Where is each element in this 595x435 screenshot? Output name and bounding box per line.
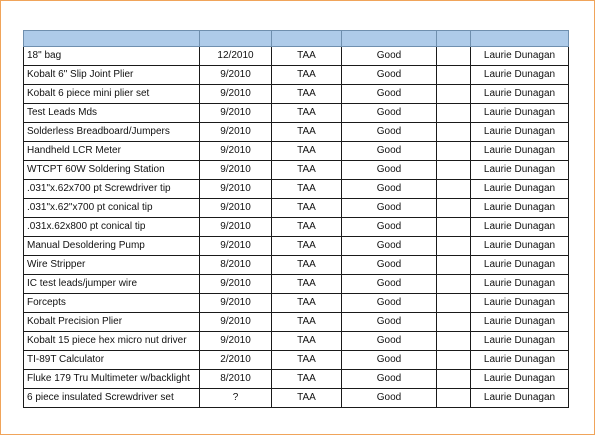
item-name-cell[interactable]: .031"x.62"x700 pt conical tip — [24, 199, 200, 218]
owner-cell[interactable]: Laurie Dunagan — [471, 313, 569, 332]
date-cell[interactable]: 9/2010 — [200, 85, 272, 104]
organization-cell[interactable]: TAA — [272, 256, 342, 275]
organization-cell[interactable]: TAA — [272, 370, 342, 389]
table-row — [24, 85, 569, 104]
date-cell[interactable]: 9/2010 — [200, 313, 272, 332]
item-name-cell[interactable]: .031"x.62x700 pt Screwdriver tip — [24, 180, 200, 199]
owner-cell[interactable]: Laurie Dunagan — [471, 332, 569, 351]
notes-cell[interactable] — [437, 123, 471, 142]
condition-cell[interactable]: Good — [342, 66, 437, 85]
notes-cell[interactable] — [437, 332, 471, 351]
date-cell[interactable]: 9/2010 — [200, 218, 272, 237]
notes-cell[interactable] — [437, 66, 471, 85]
item-name-cell[interactable]: Kobalt 15 piece hex micro nut driver — [24, 332, 200, 351]
owner-cell[interactable]: Laurie Dunagan — [471, 256, 569, 275]
date-cell[interactable]: 12/2010 — [200, 47, 272, 66]
header-cell[interactable] — [437, 31, 471, 47]
condition-cell[interactable]: Good — [342, 161, 437, 180]
table-row — [24, 142, 569, 161]
owner-cell[interactable]: Laurie Dunagan — [471, 85, 569, 104]
table-row — [24, 313, 569, 332]
notes-cell[interactable] — [437, 237, 471, 256]
owner-cell[interactable]: Laurie Dunagan — [471, 123, 569, 142]
organization-cell[interactable]: TAA — [272, 104, 342, 123]
owner-cell[interactable]: Laurie Dunagan — [471, 66, 569, 85]
table-row — [24, 256, 569, 275]
date-cell[interactable]: 9/2010 — [200, 237, 272, 256]
date-cell[interactable]: 9/2010 — [200, 123, 272, 142]
condition-cell[interactable]: Good — [342, 389, 437, 408]
condition-cell[interactable]: Good — [342, 180, 437, 199]
item-name-cell[interactable]: Handheld LCR Meter — [24, 142, 200, 161]
notes-cell[interactable] — [437, 104, 471, 123]
item-name-cell[interactable]: IC test leads/jumper wire — [24, 275, 200, 294]
date-cell[interactable]: 9/2010 — [200, 180, 272, 199]
owner-cell[interactable]: Laurie Dunagan — [471, 142, 569, 161]
date-cell[interactable]: 9/2010 — [200, 142, 272, 161]
item-name-cell[interactable]: Kobalt 6 piece mini plier set — [24, 85, 200, 104]
notes-cell[interactable] — [437, 370, 471, 389]
item-name-cell[interactable]: Wire Stripper — [24, 256, 200, 275]
condition-cell[interactable]: Good — [342, 104, 437, 123]
item-name-cell[interactable]: Forcepts — [24, 294, 200, 313]
notes-cell[interactable] — [437, 256, 471, 275]
item-name-cell[interactable]: 18" bag — [24, 47, 200, 66]
item-name-cell[interactable]: WTCPT 60W Soldering Station — [24, 161, 200, 180]
condition-cell[interactable]: Good — [342, 47, 437, 66]
table-row — [24, 123, 569, 142]
table-row — [24, 161, 569, 180]
notes-cell[interactable] — [437, 47, 471, 66]
notes-cell[interactable] — [437, 313, 471, 332]
table-row — [24, 66, 569, 85]
owner-cell[interactable]: Laurie Dunagan — [471, 218, 569, 237]
organization-cell[interactable]: TAA — [272, 47, 342, 66]
condition-cell[interactable]: Good — [342, 294, 437, 313]
organization-cell[interactable]: TAA — [272, 199, 342, 218]
header-cell[interactable] — [342, 31, 437, 47]
notes-cell[interactable] — [437, 275, 471, 294]
condition-cell[interactable]: Good — [342, 332, 437, 351]
table-row — [24, 389, 569, 408]
organization-cell[interactable]: TAA — [272, 180, 342, 199]
table-row — [24, 237, 569, 256]
condition-cell[interactable]: Good — [342, 142, 437, 161]
table-row — [24, 47, 569, 66]
owner-cell[interactable]: Laurie Dunagan — [471, 275, 569, 294]
organization-cell[interactable]: TAA — [272, 218, 342, 237]
header-cell[interactable] — [272, 31, 342, 47]
item-name-cell[interactable]: TI-89T Calculator — [24, 351, 200, 370]
condition-cell[interactable]: Good — [342, 351, 437, 370]
table-row — [24, 332, 569, 351]
notes-cell[interactable] — [437, 85, 471, 104]
organization-cell[interactable]: TAA — [272, 351, 342, 370]
item-name-cell[interactable]: Fluke 179 Tru Multimeter w/backlight — [24, 370, 200, 389]
date-cell[interactable]: 9/2010 — [200, 275, 272, 294]
table-row — [24, 218, 569, 237]
organization-cell[interactable]: TAA — [272, 389, 342, 408]
owner-cell[interactable]: Laurie Dunagan — [471, 199, 569, 218]
organization-cell[interactable]: TAA — [272, 313, 342, 332]
date-cell[interactable]: 9/2010 — [200, 332, 272, 351]
organization-cell[interactable]: TAA — [272, 85, 342, 104]
table-row — [24, 275, 569, 294]
owner-cell[interactable]: Laurie Dunagan — [471, 47, 569, 66]
organization-cell[interactable]: TAA — [272, 294, 342, 313]
date-cell[interactable]: 9/2010 — [200, 294, 272, 313]
owner-cell[interactable]: Laurie Dunagan — [471, 104, 569, 123]
item-name-cell[interactable]: Manual Desoldering Pump — [24, 237, 200, 256]
inventory-table — [23, 30, 569, 408]
owner-cell[interactable]: Laurie Dunagan — [471, 370, 569, 389]
notes-cell[interactable] — [437, 199, 471, 218]
notes-cell[interactable] — [437, 351, 471, 370]
condition-cell[interactable]: Good — [342, 256, 437, 275]
owner-cell[interactable]: Laurie Dunagan — [471, 180, 569, 199]
date-cell[interactable]: 9/2010 — [200, 199, 272, 218]
inventory-table-body — [24, 31, 569, 408]
header-cell[interactable] — [200, 31, 272, 47]
date-cell[interactable]: 2/2010 — [200, 351, 272, 370]
table-header-row — [24, 31, 569, 47]
organization-cell[interactable]: TAA — [272, 142, 342, 161]
item-name-cell[interactable]: Kobalt 6" Slip Joint Plier — [24, 66, 200, 85]
owner-cell[interactable]: Laurie Dunagan — [471, 294, 569, 313]
item-name-cell[interactable]: Test Leads Mds — [24, 104, 200, 123]
organization-cell[interactable]: TAA — [272, 332, 342, 351]
item-name-cell[interactable]: Kobalt Precision Plier — [24, 313, 200, 332]
owner-cell[interactable]: Laurie Dunagan — [471, 351, 569, 370]
notes-cell[interactable] — [437, 180, 471, 199]
table-row — [24, 199, 569, 218]
header-cell[interactable] — [24, 31, 200, 47]
organization-cell[interactable]: TAA — [272, 123, 342, 142]
organization-cell[interactable]: TAA — [272, 237, 342, 256]
date-cell[interactable]: 8/2010 — [200, 256, 272, 275]
owner-cell[interactable]: Laurie Dunagan — [471, 161, 569, 180]
condition-cell[interactable]: Good — [342, 370, 437, 389]
owner-cell[interactable]: Laurie Dunagan — [471, 237, 569, 256]
organization-cell[interactable]: TAA — [272, 66, 342, 85]
notes-cell[interactable] — [437, 389, 471, 408]
condition-cell[interactable]: Good — [342, 275, 437, 294]
date-cell[interactable]: 9/2010 — [200, 161, 272, 180]
condition-cell[interactable]: Good — [342, 123, 437, 142]
organization-cell[interactable]: TAA — [272, 161, 342, 180]
header-cell[interactable] — [471, 31, 569, 47]
table-row — [24, 294, 569, 313]
organization-cell[interactable]: TAA — [272, 275, 342, 294]
item-name-cell[interactable]: 6 piece insulated Screwdriver set — [24, 389, 200, 408]
table-row — [24, 351, 569, 370]
notes-cell[interactable] — [437, 161, 471, 180]
owner-cell[interactable]: Laurie Dunagan — [471, 389, 569, 408]
condition-cell[interactable]: Good — [342, 218, 437, 237]
date-cell[interactable]: 8/2010 — [200, 370, 272, 389]
date-cell[interactable]: ? — [200, 389, 272, 408]
table-row — [24, 370, 569, 389]
notes-cell[interactable] — [437, 142, 471, 161]
condition-cell[interactable]: Good — [342, 199, 437, 218]
notes-cell[interactable] — [437, 294, 471, 313]
condition-cell[interactable]: Good — [342, 313, 437, 332]
notes-cell[interactable] — [437, 218, 471, 237]
table-row — [24, 180, 569, 199]
date-cell[interactable]: 9/2010 — [200, 66, 272, 85]
condition-cell[interactable]: Good — [342, 85, 437, 104]
table-row — [24, 104, 569, 123]
item-name-cell[interactable]: Solderless Breadboard/Jumpers — [24, 123, 200, 142]
item-name-cell[interactable]: .031x.62x800 pt conical tip — [24, 218, 200, 237]
condition-cell[interactable]: Good — [342, 237, 437, 256]
date-cell[interactable]: 9/2010 — [200, 104, 272, 123]
